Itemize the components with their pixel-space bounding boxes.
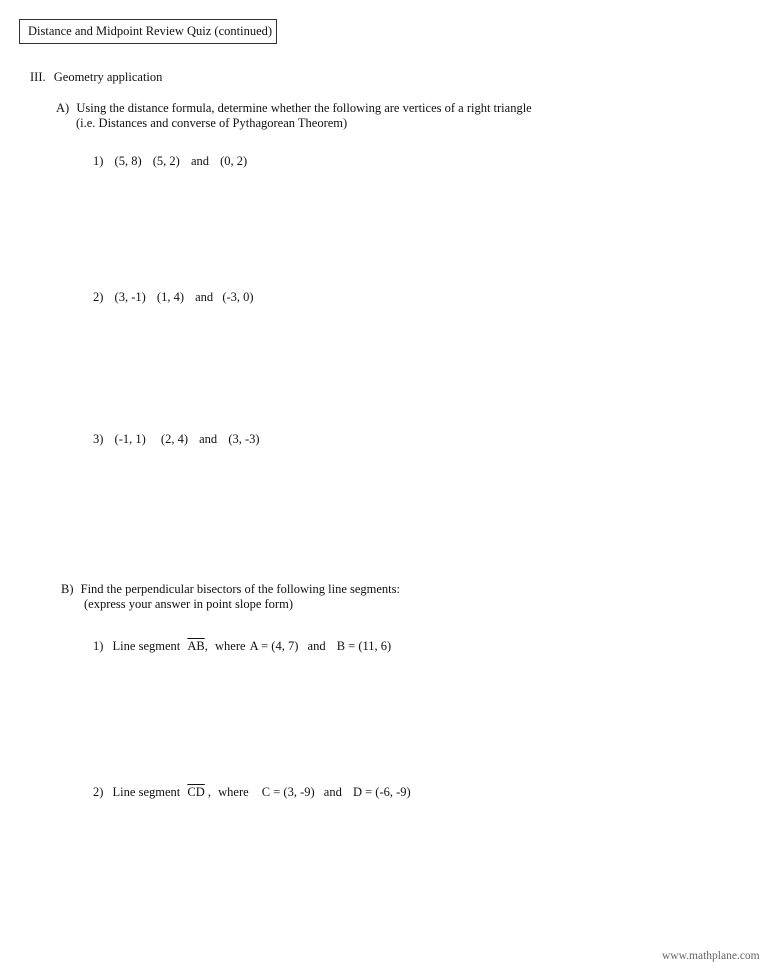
footer-site: www.mathplane.com [662, 950, 760, 962]
part-b-label: B) [61, 582, 74, 596]
section-title: Geometry application [53, 70, 163, 84]
point: (-3, 0) [222, 290, 254, 304]
part-a-problem-2 [93, 290, 254, 305]
problem-prefix: Line segment [112, 639, 181, 653]
conjunction: and [190, 154, 210, 168]
part-a-instruction [56, 101, 532, 116]
conjunction: and [199, 432, 218, 446]
quiz-title: Distance and Midpoint Review Quiz (continued) [28, 24, 273, 38]
part-a-text: Using the distance formula, determine whether the following are vertices of a right triangle [76, 101, 532, 115]
part-a-problem-1 [93, 154, 247, 169]
part-b-instruction [61, 582, 400, 597]
part-b-problem-2 [93, 785, 411, 800]
point: (-1, 1) [114, 432, 146, 446]
comma: , [204, 639, 208, 653]
point: (0, 2) [220, 154, 248, 168]
quiz-title-box [19, 19, 277, 44]
point: (3, -1) [114, 290, 146, 304]
problem-prefix: Line segment [112, 785, 181, 799]
problem-number: 2) [93, 785, 104, 799]
point: (1, 4) [156, 290, 184, 304]
endpoint: C = (3, -9) [261, 785, 315, 799]
comma: , [207, 785, 211, 799]
endpoint: B = (11, 6) [336, 639, 392, 653]
point: (5, 2) [152, 154, 180, 168]
point: (5, 8) [114, 154, 142, 168]
endpoint: D = (-6, -9) [352, 785, 411, 799]
part-b-text: Find the perpendicular bisectors of the following line segments: [80, 582, 400, 596]
section-heading [30, 70, 162, 85]
problem-number: 1) [93, 639, 104, 653]
conjunction: and [195, 290, 214, 304]
problem-number: 3) [93, 432, 104, 446]
problem-number: 1) [93, 154, 104, 168]
problem-number: 2) [93, 290, 104, 304]
point: (3, -3) [228, 432, 260, 446]
part-a-problem-3 [93, 432, 260, 447]
part-b-note: (express your answer in point slope form) [84, 597, 293, 611]
conjunction: and [323, 785, 342, 799]
point: (2, 4) [160, 432, 188, 446]
where-text: where [215, 639, 246, 653]
part-b-problem-1 [93, 639, 391, 654]
part-a-label: A) [56, 101, 70, 115]
conjunction: and [307, 639, 326, 653]
segment-cd: $\overline{CD}$ [187, 785, 205, 799]
part-a-note: (i.e. Distances and converse of Pythagorean Theorem) [76, 116, 348, 130]
endpoint: A = (4, 7) [249, 639, 299, 653]
segment-ab: $\overline{AB}$ [187, 639, 205, 653]
section-number: III. [30, 70, 46, 84]
where-text: where [218, 785, 249, 799]
